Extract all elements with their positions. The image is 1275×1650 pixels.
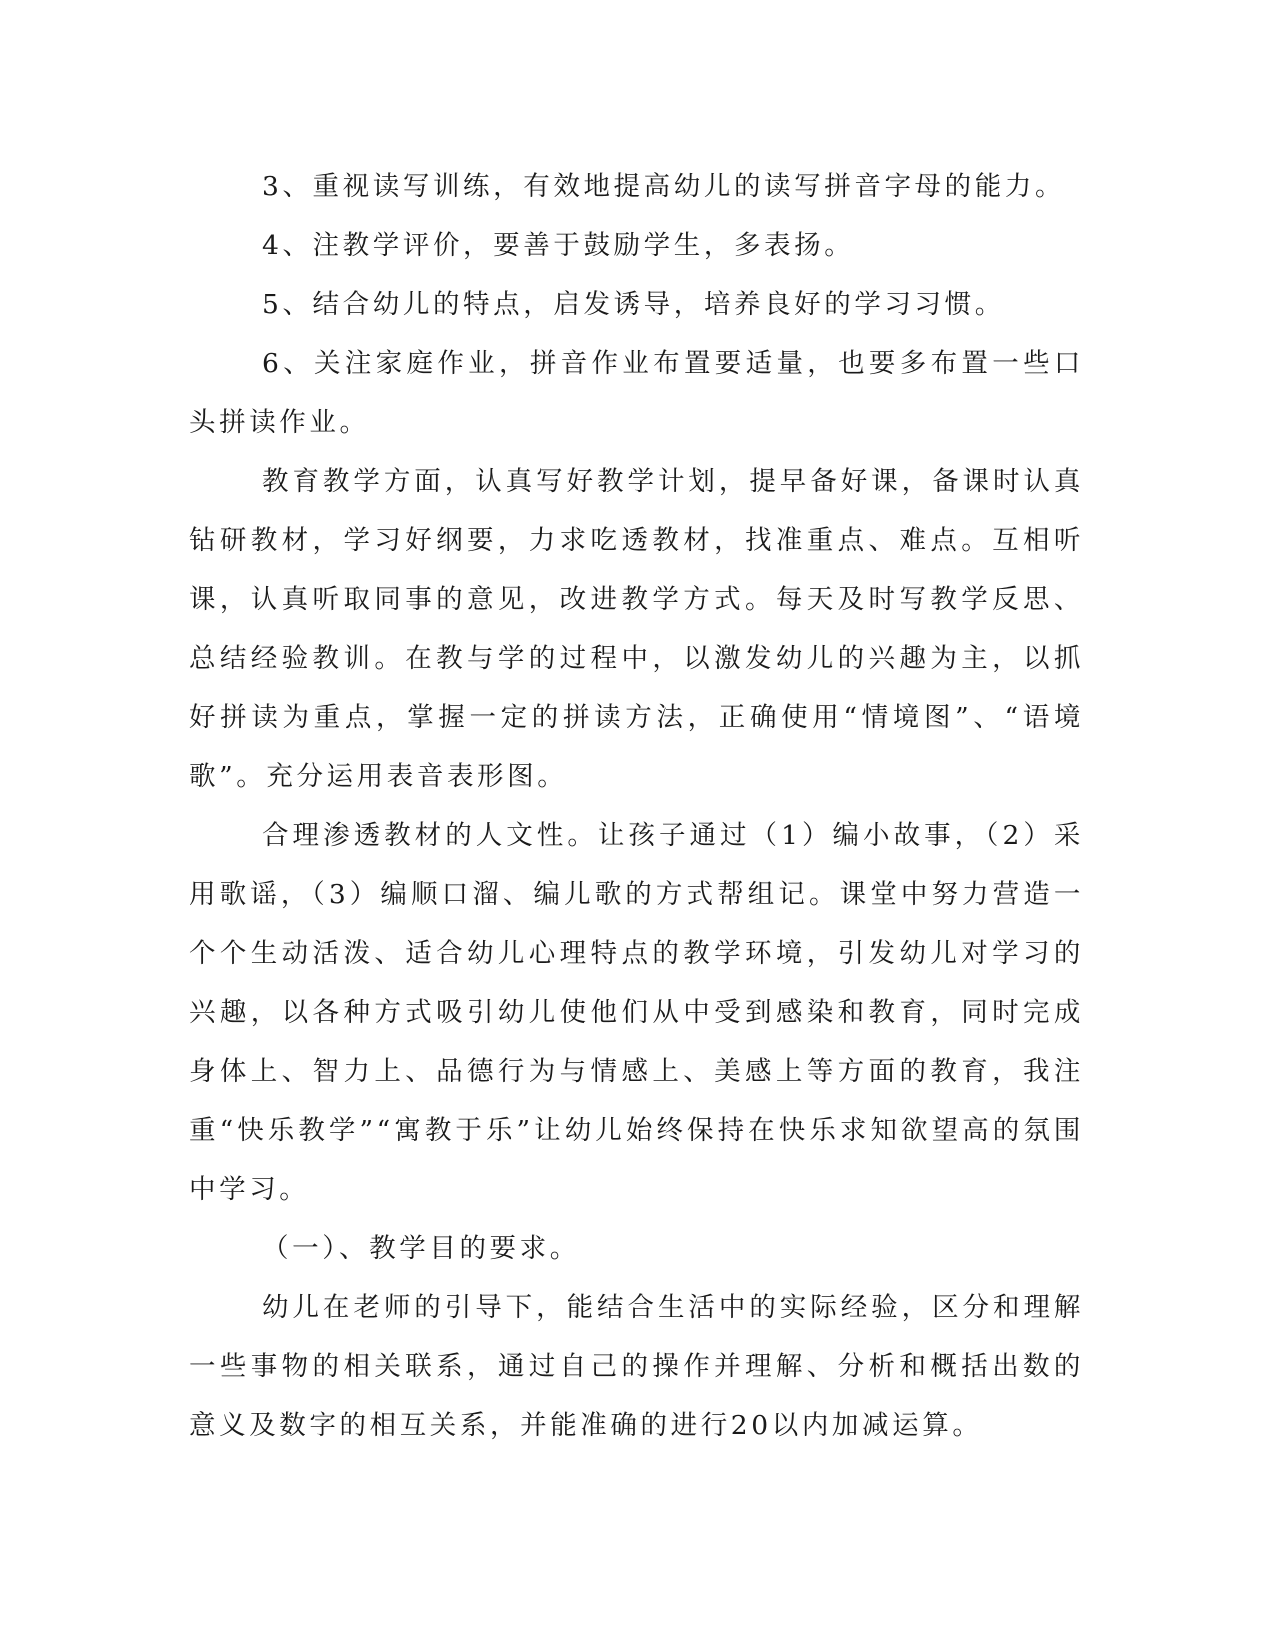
paragraph-math-goals: 幼儿在老师的引导下，能结合生活中的实际经验，区分和理解一些事物的相关联系，通过自己的操作并理解、分析和概括出数的意义及数字的相互关系，并能准确的进行20以内加减运算。	[189, 1292, 1084, 1441]
paragraph-item-3: 3、重视读写训练，有效地提高幼儿的读写拼音字母的能力。	[262, 171, 1066, 202]
section-heading-teaching-goals: （一）、教学目的要求。	[262, 1233, 580, 1264]
paragraph-humanistic-approach: 合理渗透教材的人文性。让孩子通过（1）编小故事，（2）采用歌谣，（3）编顺口溜、编儿歌的方式帮组记。课堂中努力营造一个个生动活泼、适合幼儿心理特点的教学环境，引发幼儿对学习的兴趣，以各种方式吸引幼儿使他们从中受到感染和教育，同时完成身体上、智力上、品德行为与情感上、美感上等方面的教育，我注重“快乐教学”“寓教于乐”让幼儿始终保持在快乐求知欲望高的氛围中学习。	[189, 820, 1085, 1205]
paragraph-item-4: 4、注教学评价，要善于鼓励学生，多表扬。	[262, 230, 855, 261]
document-body	[189, 157, 1084, 1455]
paragraph-item-6: 6、关注家庭作业，拼音作业布置要适量，也要多布置一些口头拼读作业。	[189, 348, 1084, 438]
paragraph-item-5: 5、结合幼儿的特点，启发诱导，培养良好的学习习惯。	[262, 289, 1005, 320]
paragraph-teaching-methods: 教育教学方面，认真写好教学计划，提早备好课，备课时认真钻研教材，学习好纲要，力求吃透教材，找准重点、难点。互相听课，认真听取同事的意见，改进教学方式。每天及时写教学反思、总结经验教训。在教与学的过程中，以激发幼儿的兴趣为主，以抓好拼读为重点，掌握一定的拼读方法，正确使用“情境图”、“语境歌”。充分运用表音表形图。	[189, 466, 1084, 792]
